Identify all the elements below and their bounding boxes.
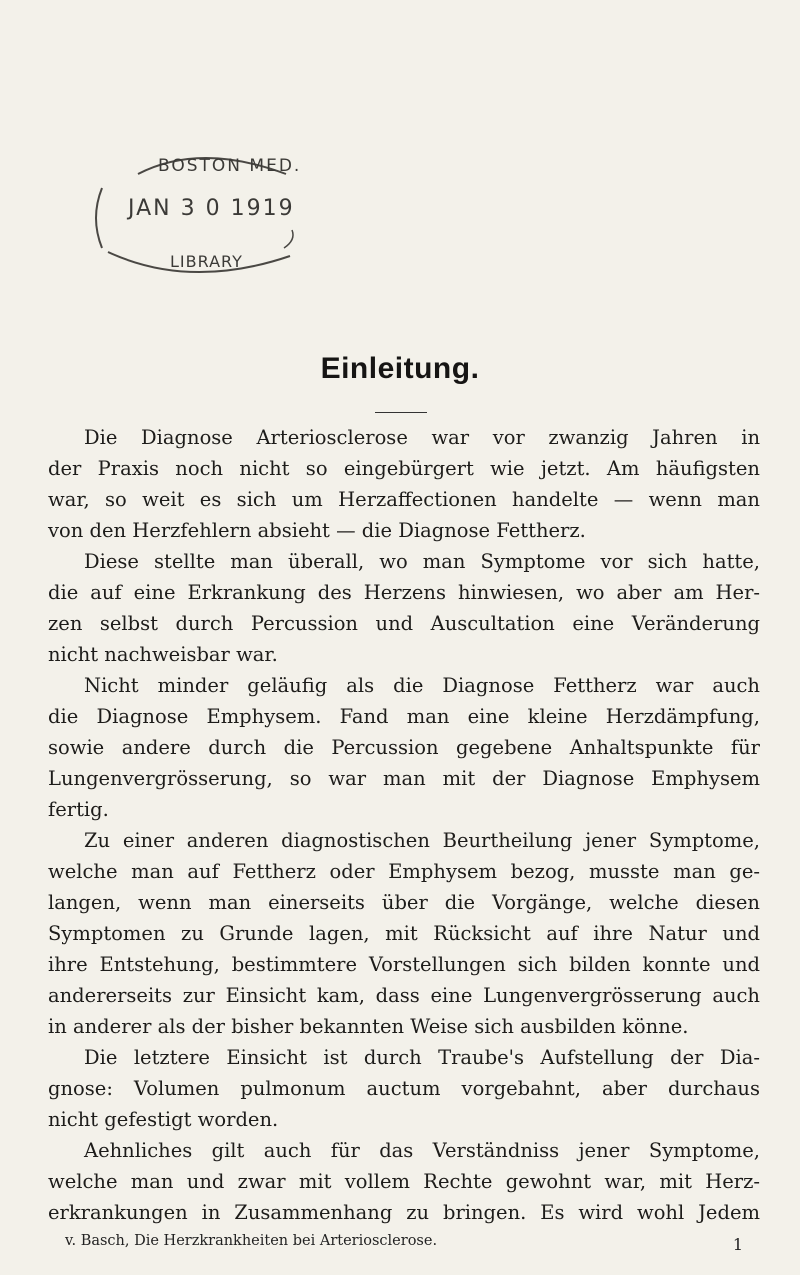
text-line: war, so weit es sich um Herzaffectionen handelte — wenn man [48, 488, 760, 511]
text-line: die Diagnose Emphysem. Fand man eine kleine Herzdämpfung, [48, 705, 760, 728]
text-line: andererseits zur Einsicht kam, dass eine Lungenvergrösserung auch [48, 984, 760, 1007]
library-stamp [80, 148, 320, 288]
title-rule [375, 412, 427, 413]
stamp-top-text: BOSTON MED. [158, 156, 302, 176]
chapter-title: Einleitung. [320, 352, 480, 385]
text-line: Die Diagnose Arteriosclerose war vor zwanzig Jahren in [84, 426, 760, 449]
text-line: der Praxis noch nicht so eingebürgert wie jetzt. Am häufigsten [48, 457, 760, 480]
text-line: welche man und zwar mit vollem Rechte gewohnt war, mit Herz- [48, 1170, 760, 1193]
text-line: nicht nachweisbar war. [48, 643, 278, 666]
text-line: fertig. [48, 798, 109, 821]
text-line: langen, wenn man einerseits über die Vorgänge, welche diesen [48, 891, 760, 914]
text-line: Nicht minder geläufig als die Diagnose Fettherz war auch [84, 674, 760, 697]
body-text [48, 422, 760, 1228]
text-line: sowie andere durch die Percussion gegebene Anhaltspunkte für [48, 736, 760, 759]
page-footer [65, 1233, 755, 1254]
text-line: ihre Entstehung, bestimmtere Vorstellungen sich bilden konnte und [48, 953, 760, 976]
text-line: nicht gefestigt worden. [48, 1108, 279, 1131]
text-line: die auf eine Erkrankung des Herzens hinwiesen, wo aber am Her- [48, 581, 760, 604]
stamp-date: JAN 3 0 1919 [128, 196, 295, 221]
stamp-bottom-text: LIBRARY [170, 252, 243, 271]
signature-mark: 1 [732, 1235, 743, 1254]
text-line: Die letztere Einsicht ist durch Traube's Aufstellung der Dia- [84, 1046, 760, 1069]
text-line: welche man auf Fettherz oder Emphysem bezog, musste man ge- [48, 860, 760, 883]
text-line: gnose: Volumen pulmonum auctum vorgebahnt, aber durchaus [48, 1077, 760, 1100]
text-line: Diese stellte man überall, wo man Symptome vor sich hatte, [84, 550, 760, 573]
text-line: Aehnliches gilt auch für das Verständniss jener Symptome, [84, 1139, 760, 1162]
text-line: erkrankungen in Zusammenhang zu bringen. Es wird wohl Jedem [48, 1201, 760, 1224]
text-line: zen selbst durch Percussion und Auscultation eine Veränderung [48, 612, 760, 635]
text-line: von den Herzfehlern absieht — die Diagnose Fettherz. [48, 519, 586, 542]
text-line: Lungenvergrösserung, so war man mit der Diagnose Emphysem [48, 767, 760, 790]
text-line: Zu einer anderen diagnostischen Beurtheilung jener Symptome, [84, 829, 760, 852]
text-line: in anderer als der bisher bekannten Weise sich ausbilden könne. [48, 1015, 689, 1038]
footer-running-title: v. Basch, Die Herzkrankheiten bei Arteriosclerose. [65, 1233, 438, 1249]
text-line: Symptomen zu Grunde lagen, mit Rücksicht auf ihre Natur und [48, 922, 760, 945]
